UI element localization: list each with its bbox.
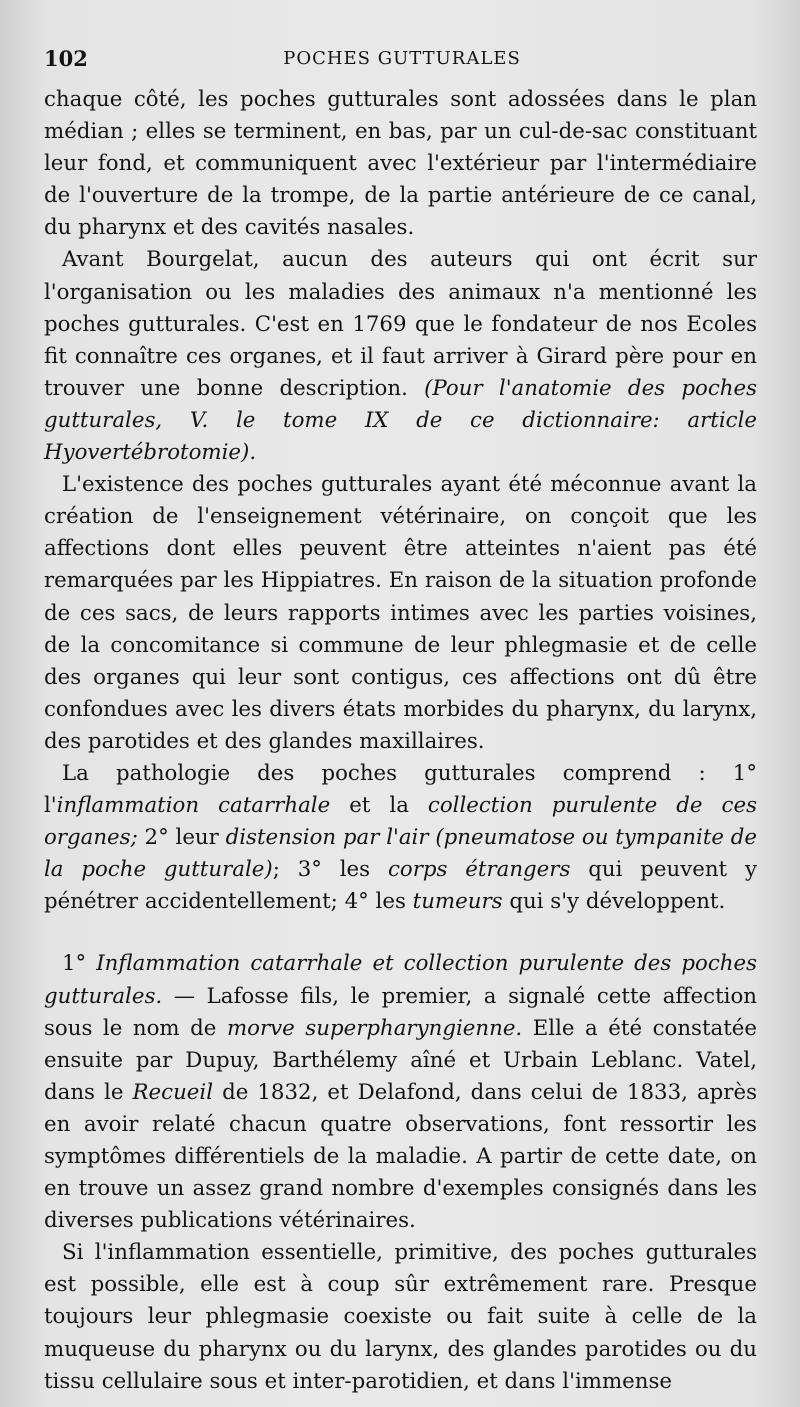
- italic-text: distension par l'air (pneumatose ou tympanite de la poche gutturale): [44, 825, 758, 883]
- page-number: 102: [44, 46, 88, 71]
- body-text: [44, 84, 757, 1398]
- text-run: — Lafosse fils, le premier, a signalé cette affection sous le nom de: [44, 983, 757, 1041]
- text-run: de 1832, et Delafond, dans celui de 1833, après en avoir relaté chacun quatre observations, font ressortir les symptômes différentiels de la maladie. A partir de cette date, on en trouve un assez grand nombre d'exemples consignés dans les diverses publications vétérinaires.: [44, 1079, 757, 1234]
- text-run: Elle a été constatée ensuite par Dupuy, Barthélemy aîné et Urbain Leblanc. Vatel, dans le: [44, 1015, 758, 1105]
- paragraph: [44, 758, 757, 918]
- italic-text: inflammation catarrhale: [56, 793, 331, 819]
- italic-text: tumeurs: [412, 889, 503, 915]
- italic-text: corps étrangers: [387, 857, 571, 883]
- page-header: [44, 46, 760, 76]
- running-title: POCHES GUTTURALES: [283, 48, 521, 69]
- paragraph: [44, 469, 757, 758]
- italic-text: (Pour l'anatomie des poches gutturales, V. le tome IX de ce dictionnaire: article Hyovertébrotomie).: [44, 375, 758, 466]
- italic-text: morve superpharyngienne.: [226, 1015, 523, 1041]
- text-run: L'existence des poches gutturales ayant été méconnue avant la création de l'enseignement vétérinaire, on conçoit que les affections dont elles peuvent être atteintes n'aient pas été remarquées par les Hippiatres. En raison de la situation profonde de ces sacs, de leurs rapports intimes avec les parties voisines, de la concomitance si commune de leur phlegmasie et de celle des organes qui leur sont contigus, ces affections ont dû être confondues avec les divers états morbides du pharynx, du larynx, des parotides et des glandes maxillaires.: [44, 472, 757, 754]
- text-run: qui peuvent y pénétrer accidentellement; 4° les: [44, 857, 757, 915]
- text-run: La pathologie des poches gutturales comprend : 1° l': [44, 760, 757, 819]
- paragraph: [44, 1237, 757, 1397]
- text-run: Avant Bourgelat, aucun des auteurs qui ont écrit sur l'organisation ou les maladies des animaux n'a mentionné les poches gutturales. C'est en 1769 que le fondateur de nos Ecoles fit connaître ces organes, et il faut arriver à Girard père pour en trouver une bonne description.: [44, 247, 757, 401]
- italic-text: collection purulente de ces organes;: [44, 793, 757, 851]
- text-run: Si l'inflammation essentielle, primitive, des poches gutturales est possible, elle est à coup sûr extrêmement rare. Presque toujours leur phlegmasie coexiste ou fait suite à celle de la muqueuse du pharynx ou du larynx, des glandes parotides ou du tissu cellulaire sous et inter-parotidien, et dans l'immense: [44, 1240, 757, 1394]
- text-run: chaque côté, les poches gutturales sont adossées dans le plan médian ; elles se terminent, en bas, par un cul-de-sac constituant leur fond, et communiquent avec l'extérieur par l'intermédiaire de l'ouverture de la trompe, de la partie antérieure de ce canal, du pharynx et des cavités nasales.: [44, 87, 757, 241]
- paragraph: [44, 84, 757, 244]
- text-run: qui s'y développent.: [502, 889, 726, 915]
- paragraph: [44, 244, 757, 469]
- section-gap: [44, 918, 757, 948]
- text-run: et la: [330, 793, 428, 819]
- italic-text: Inflammation catarrhale et collection purulente des poches gutturales.: [44, 951, 757, 1009]
- text-run: 1°: [62, 951, 97, 977]
- italic-text: Recueil: [132, 1079, 214, 1105]
- text-run: 2° leur: [137, 825, 226, 851]
- text-run: ; 3° les: [272, 857, 388, 883]
- paragraph: [44, 948, 757, 1237]
